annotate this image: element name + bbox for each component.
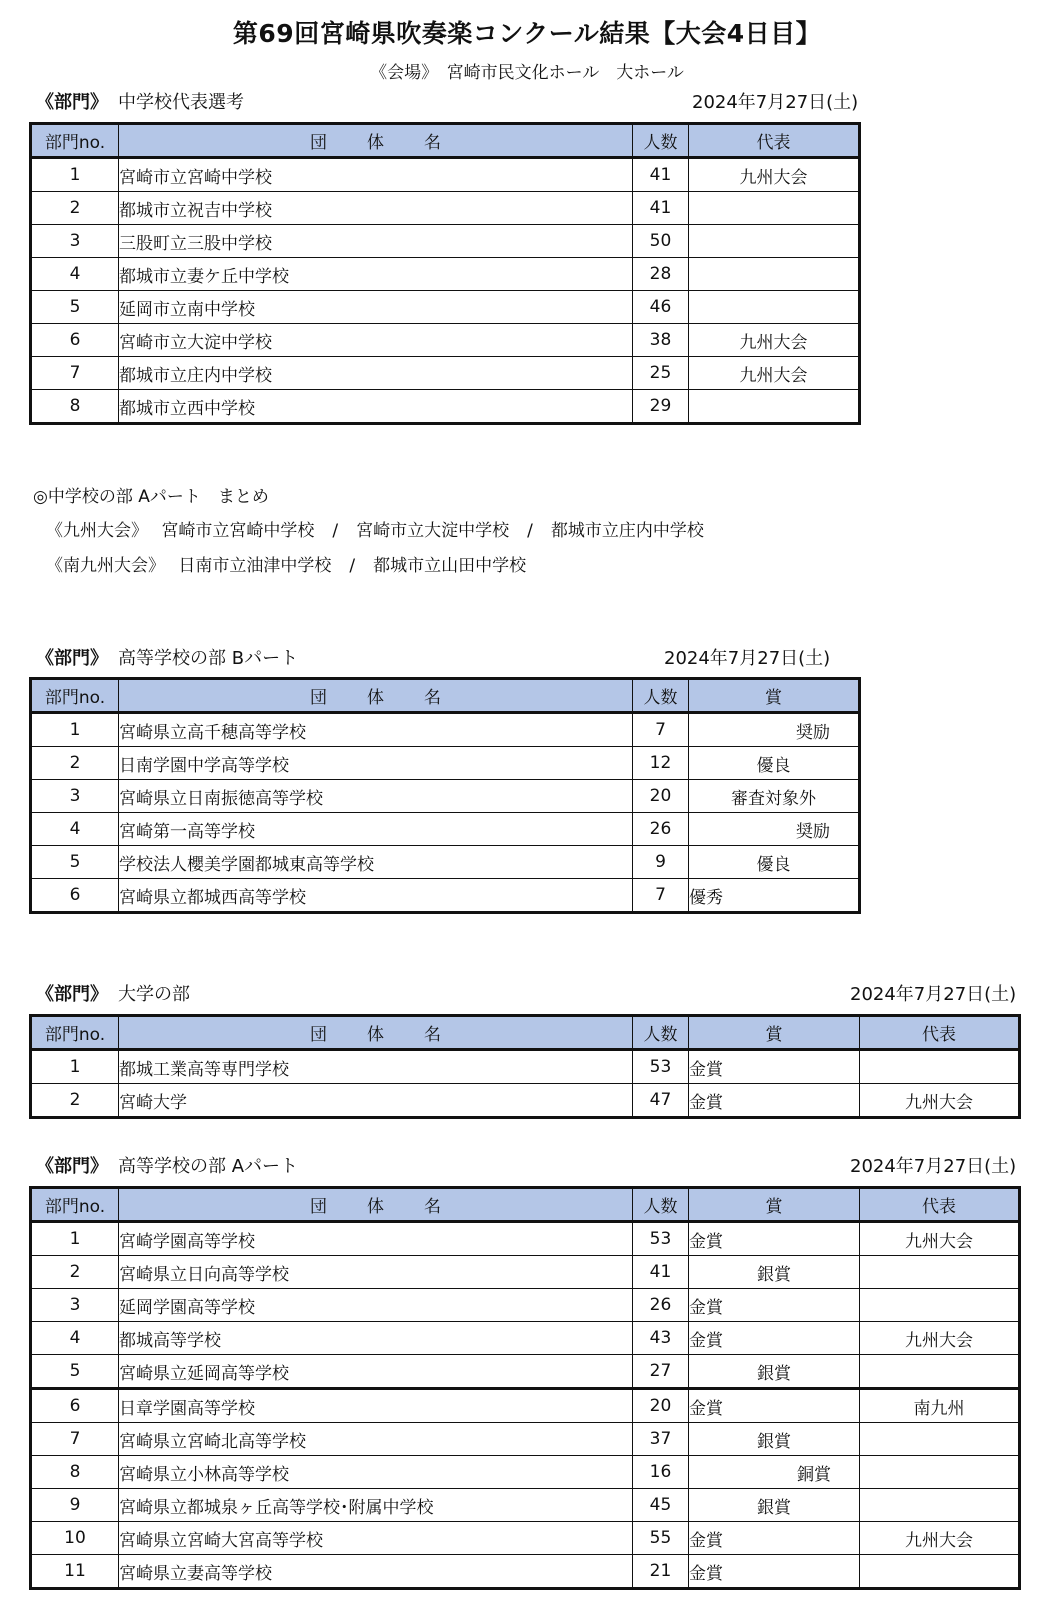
table-row: 6 宮崎市立大淀中学校 38 九州大会 xyxy=(31,324,860,357)
results-table-high-b xyxy=(29,677,861,914)
header-name: 団 体 名 xyxy=(119,1016,633,1050)
table-row: 8 都城市立西中学校 29 xyxy=(31,390,860,424)
results-table-university xyxy=(29,1014,1021,1119)
header-no: 部門no. xyxy=(31,679,119,713)
table-row: 10 宮崎県立宮崎大宮高等学校 55 金賞 九州大会 xyxy=(31,1522,1020,1555)
table-row: 3 延岡学園高等学校 26 金賞 xyxy=(31,1289,1020,1322)
table-row: 5 学校法人櫻美学園都城東高等学校 9 優良 xyxy=(31,846,860,879)
table-row: 2 日南学園中学高等学校 12 優良 xyxy=(31,747,860,780)
header-representative: 代表 xyxy=(689,124,860,158)
section-category: 大学の部 xyxy=(118,984,190,1005)
results-table-high-a xyxy=(29,1186,1021,1590)
summary-heading: ◎中学校の部 Aパート まとめ xyxy=(33,487,269,507)
section-date: 2024年7月27日(土) xyxy=(850,984,1017,1005)
table-row: 2 都城市立祝吉中学校 41 xyxy=(31,192,860,225)
table-row: 1 宮崎県立高千穂高等学校 7 奨励 xyxy=(31,713,860,747)
section-category: 高等学校の部 Bパート xyxy=(118,648,299,669)
table-row: 5 宮崎県立延岡高等学校 27 銀賞 xyxy=(31,1355,1020,1389)
header-members: 人数 xyxy=(633,1016,689,1050)
section-label: 《部門》 xyxy=(36,648,108,669)
header-name: 団 体 名 xyxy=(119,124,633,158)
table-row: 2 宮崎大学 47 金賞 九州大会 xyxy=(31,1084,1020,1118)
table-row: 3 三股町立三股中学校 50 xyxy=(31,225,860,258)
section-heading xyxy=(36,646,298,672)
table-row: 7 都城市立庄内中学校 25 九州大会 xyxy=(31,357,860,390)
section-heading xyxy=(36,1154,298,1180)
header-members: 人数 xyxy=(633,1188,689,1222)
table-row: 4 都城市立妻ケ丘中学校 28 xyxy=(31,258,860,291)
venue-line: 《会場》 宮崎市民文化ホール 大ホール xyxy=(370,63,684,83)
section-date: 2024年7月27日(土) xyxy=(692,92,859,113)
header-name: 団 体 名 xyxy=(119,1188,633,1222)
summary-kyushu: 《九州大会》 宮崎市立宮崎中学校 / 宮崎市立大淀中学校 / 都城市立庄内中学校 xyxy=(46,521,704,541)
table-row: 11 宮崎県立妻高等学校 21 金賞 xyxy=(31,1555,1020,1589)
table-row: 6 日章学園高等学校 20 金賞 南九州 xyxy=(31,1389,1020,1423)
section-heading xyxy=(36,982,190,1008)
header-members: 人数 xyxy=(633,679,689,713)
table-row: 1 宮崎市立宮崎中学校 41 九州大会 xyxy=(31,158,860,192)
table-row: 8 宮崎県立小林高等学校 16 銅賞 xyxy=(31,1456,1020,1489)
section-label: 《部門》 xyxy=(36,1156,108,1177)
results-table-junior xyxy=(29,122,861,425)
header-no: 部門no. xyxy=(31,1188,119,1222)
table-row: 5 延岡市立南中学校 46 xyxy=(31,291,860,324)
table-row: 6 宮崎県立都城西高等学校 7 優秀 xyxy=(31,879,860,913)
table-row: 4 都城高等学校 43 金賞 九州大会 xyxy=(31,1322,1020,1355)
header-no: 部門no. xyxy=(31,1016,119,1050)
section-date: 2024年7月27日(土) xyxy=(664,648,831,669)
section-date: 2024年7月27日(土) xyxy=(850,1156,1017,1177)
header-no: 部門no. xyxy=(31,124,119,158)
summary-minami: 《南九州大会》 日南市立油津中学校 / 都城市立山田中学校 xyxy=(46,556,527,576)
section-category: 中学校代表選考 xyxy=(118,92,244,113)
header-name: 団 体 名 xyxy=(119,679,633,713)
page-title: 第69回宮崎県吹奏楽コンクール結果【大会4日目】 xyxy=(232,19,822,48)
header-award: 賞 xyxy=(689,679,860,713)
header-representative: 代表 xyxy=(860,1188,1020,1222)
section-label: 《部門》 xyxy=(36,92,108,113)
header-representative: 代表 xyxy=(860,1016,1020,1050)
table-row: 3 宮崎県立日南振徳高等学校 20 審査対象外 xyxy=(31,780,860,813)
table-row: 1 宮崎学園高等学校 53 金賞 九州大会 xyxy=(31,1222,1020,1256)
table-row: 4 宮崎第一高等学校 26 奨励 xyxy=(31,813,860,846)
table-row: 7 宮崎県立宮崎北高等学校 37 銀賞 xyxy=(31,1423,1020,1456)
header-members: 人数 xyxy=(633,124,689,158)
section-category: 高等学校の部 Aパート xyxy=(118,1156,299,1177)
section-heading xyxy=(36,90,244,116)
section-label: 《部門》 xyxy=(36,984,108,1005)
table-row: 2 宮崎県立日向高等学校 41 銀賞 xyxy=(31,1256,1020,1289)
header-award: 賞 xyxy=(689,1016,860,1050)
table-row: 1 都城工業高等専門学校 53 金賞 xyxy=(31,1050,1020,1084)
header-award: 賞 xyxy=(689,1188,860,1222)
table-row: 9 宮崎県立都城泉ヶ丘高等学校･附属中学校 45 銀賞 xyxy=(31,1489,1020,1522)
